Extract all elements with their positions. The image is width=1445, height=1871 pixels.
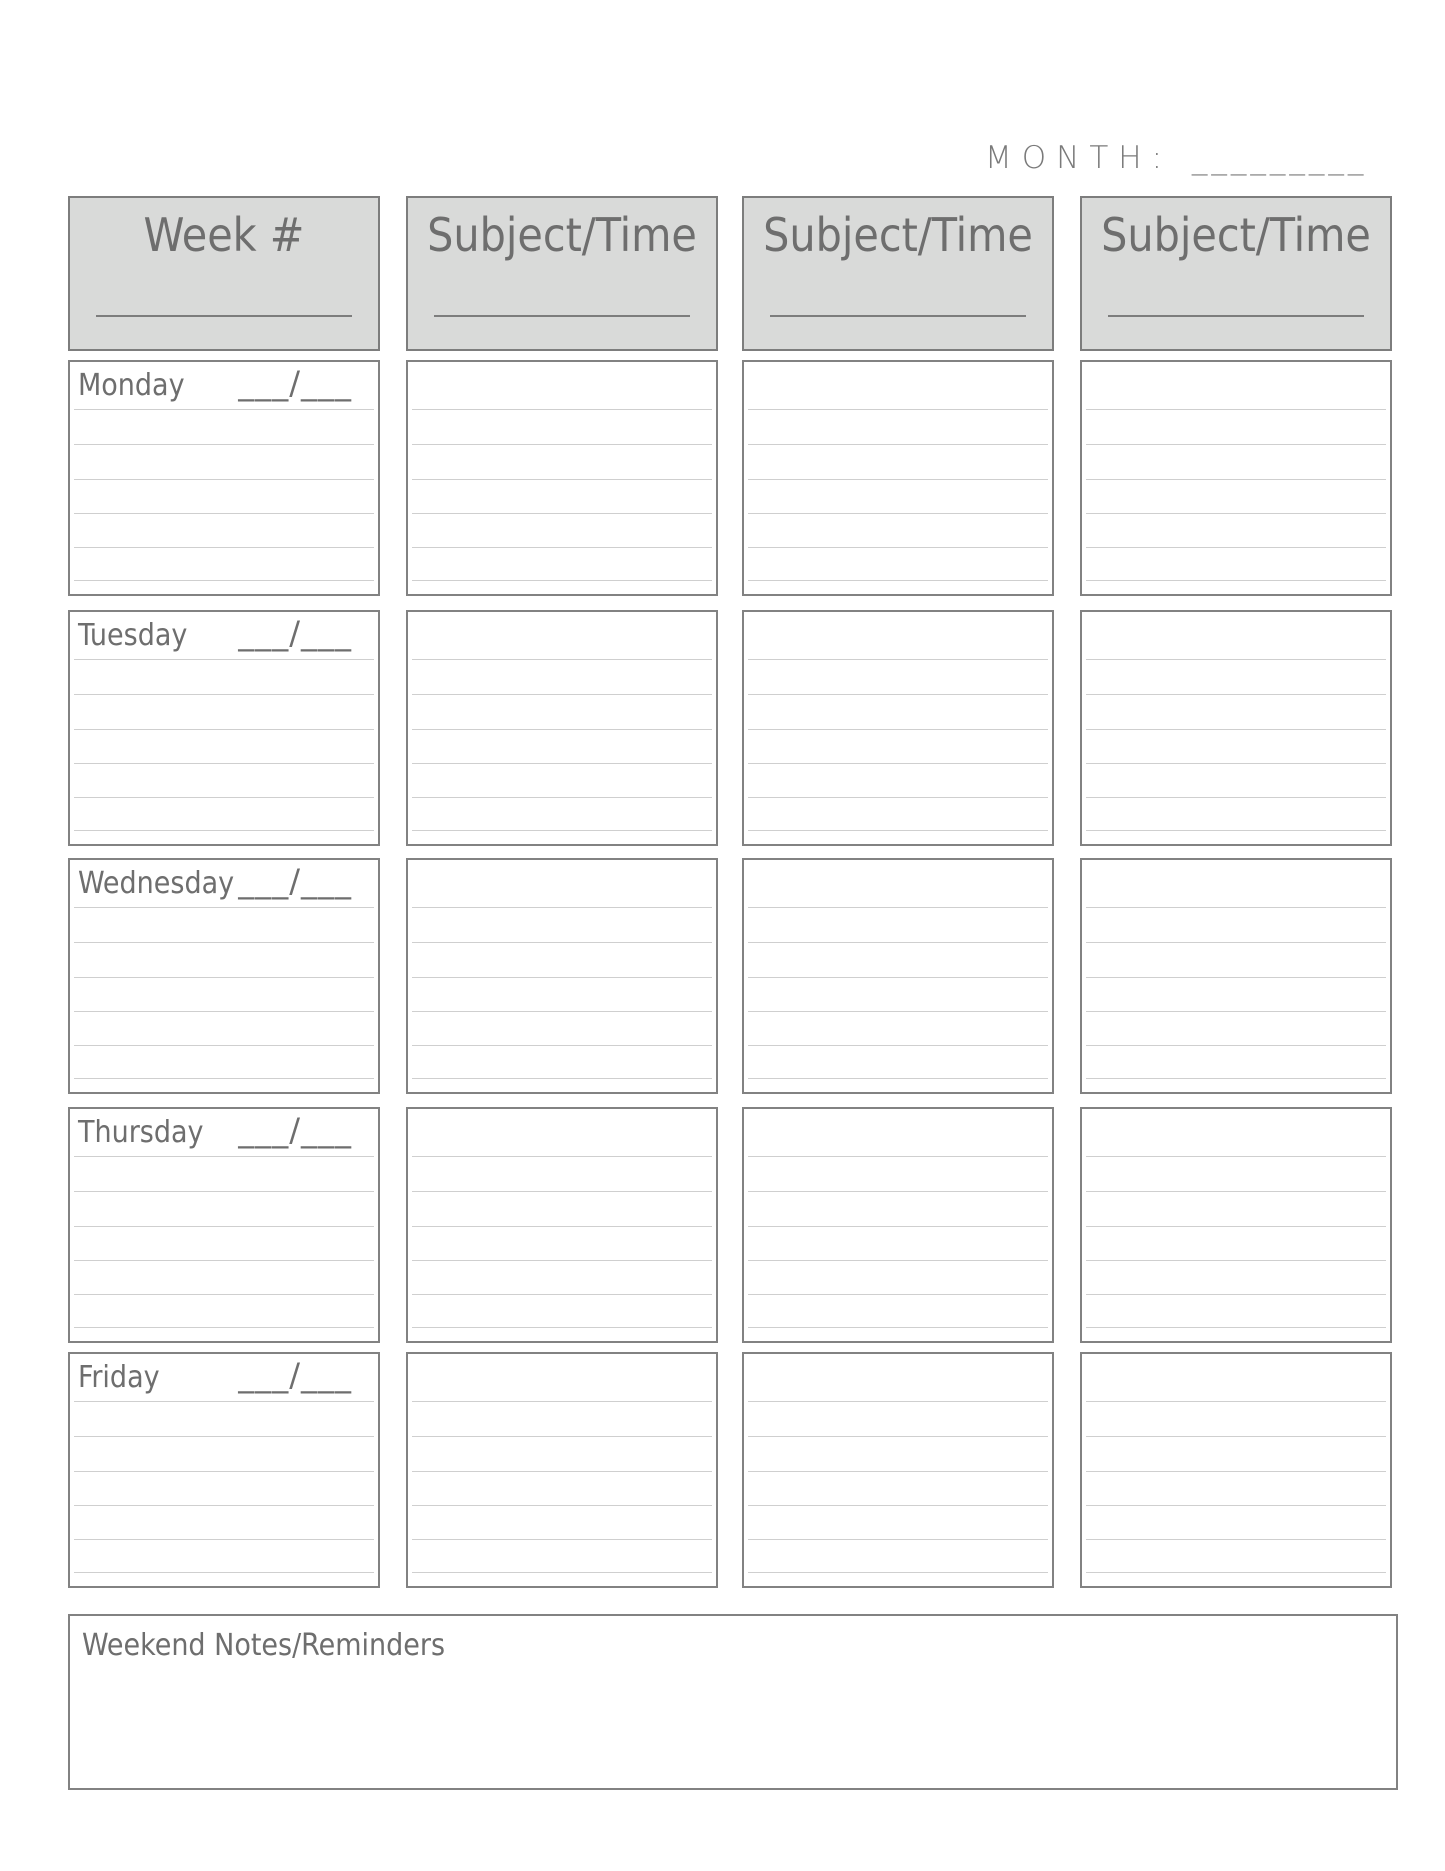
ruled-line <box>1086 977 1386 978</box>
ruled-line <box>74 1572 374 1573</box>
ruled-line <box>412 1505 712 1506</box>
ruled-line <box>412 1436 712 1437</box>
ruled-line <box>412 1401 712 1402</box>
subject-cell[interactable] <box>742 1107 1054 1343</box>
ruled-line <box>412 1294 712 1295</box>
ruled-line <box>74 513 374 514</box>
ruled-line <box>1086 830 1386 831</box>
ruled-line <box>1086 694 1386 695</box>
ruled-line <box>748 1505 1048 1506</box>
ruled-line <box>74 1045 374 1046</box>
ruled-line <box>74 1191 374 1192</box>
ruled-line <box>74 580 374 581</box>
ruled-line <box>748 1539 1048 1540</box>
ruled-line <box>1086 1011 1386 1012</box>
ruled-line <box>74 830 374 831</box>
subject-time-title: Subject/Time <box>763 208 1033 262</box>
ruled-line <box>412 1226 712 1227</box>
ruled-line <box>1086 547 1386 548</box>
week-number-title: Week # <box>143 208 305 262</box>
month-field <box>985 140 1385 180</box>
ruled-line <box>1086 1078 1386 1079</box>
date-blank[interactable]: ___/___ <box>238 1111 352 1149</box>
subject-cell[interactable] <box>406 858 718 1094</box>
ruled-line <box>412 1191 712 1192</box>
ruled-line <box>412 1471 712 1472</box>
ruled-line <box>1086 1260 1386 1261</box>
ruled-line <box>74 729 374 730</box>
subject-cell[interactable] <box>1080 1352 1392 1588</box>
date-blank[interactable]: ___/___ <box>238 862 352 900</box>
ruled-line <box>412 547 712 548</box>
ruled-line <box>1086 444 1386 445</box>
ruled-line <box>1086 1572 1386 1573</box>
ruled-line <box>74 1156 374 1157</box>
subject-cell[interactable] <box>742 360 1054 596</box>
ruled-line <box>1086 1191 1386 1192</box>
ruled-line <box>748 1156 1048 1157</box>
ruled-line <box>748 1401 1048 1402</box>
ruled-line <box>412 797 712 798</box>
ruled-line <box>748 547 1048 548</box>
day-label: Thursday <box>78 1115 204 1150</box>
ruled-line <box>748 907 1048 908</box>
ruled-line <box>412 1539 712 1540</box>
day-label: Tuesday <box>78 618 188 653</box>
ruled-line <box>1086 1294 1386 1295</box>
ruled-line <box>748 580 1048 581</box>
week-number-header <box>68 196 380 351</box>
ruled-line <box>412 479 712 480</box>
ruled-line <box>1086 942 1386 943</box>
ruled-line <box>74 547 374 548</box>
ruled-line <box>1086 479 1386 480</box>
ruled-line <box>74 942 374 943</box>
ruled-line <box>74 797 374 798</box>
day-label: Friday <box>78 1360 160 1395</box>
ruled-line <box>74 444 374 445</box>
ruled-line <box>74 907 374 908</box>
ruled-line <box>1086 1401 1386 1402</box>
ruled-line <box>1086 1539 1386 1540</box>
ruled-line <box>74 1505 374 1506</box>
subject-cell[interactable] <box>406 1107 718 1343</box>
subject-time-title: Subject/Time <box>1101 208 1371 262</box>
ruled-line <box>1086 1156 1386 1157</box>
ruled-line <box>412 1327 712 1328</box>
ruled-line <box>748 763 1048 764</box>
ruled-line <box>748 1436 1048 1437</box>
ruled-line <box>412 1045 712 1046</box>
ruled-line <box>412 659 712 660</box>
subject-cell[interactable] <box>1080 858 1392 1094</box>
subject-cell[interactable] <box>406 1352 718 1588</box>
ruled-line <box>74 1327 374 1328</box>
ruled-line <box>412 942 712 943</box>
subject-cell[interactable] <box>742 1352 1054 1588</box>
ruled-line <box>1086 1471 1386 1472</box>
ruled-line <box>412 763 712 764</box>
ruled-line <box>748 797 1048 798</box>
ruled-line <box>412 1078 712 1079</box>
ruled-line <box>412 977 712 978</box>
ruled-line <box>74 763 374 764</box>
ruled-line <box>74 1401 374 1402</box>
ruled-line <box>412 830 712 831</box>
ruled-line <box>748 1045 1048 1046</box>
ruled-line <box>748 942 1048 943</box>
ruled-line <box>412 513 712 514</box>
ruled-line <box>412 694 712 695</box>
ruled-line <box>748 694 1048 695</box>
ruled-line <box>412 1572 712 1573</box>
ruled-line <box>748 1078 1048 1079</box>
ruled-line <box>412 907 712 908</box>
subject-time-header-3 <box>1080 196 1392 351</box>
ruled-line <box>748 977 1048 978</box>
ruled-line <box>412 729 712 730</box>
ruled-line <box>748 1260 1048 1261</box>
ruled-line <box>748 1572 1048 1573</box>
ruled-line <box>1086 1327 1386 1328</box>
ruled-line <box>748 1226 1048 1227</box>
ruled-line <box>748 830 1048 831</box>
ruled-line <box>748 1011 1048 1012</box>
ruled-line <box>1086 580 1386 581</box>
subject-cell[interactable] <box>1080 1107 1392 1343</box>
weekend-notes-box[interactable] <box>68 1614 1398 1790</box>
day-cell-monday[interactable] <box>68 360 380 596</box>
ruled-line <box>1086 729 1386 730</box>
date-blank[interactable]: ___/___ <box>238 614 352 652</box>
subject-cell[interactable] <box>406 610 718 846</box>
weekend-notes-label: Weekend Notes/Reminders <box>82 1628 446 1663</box>
ruled-line <box>74 694 374 695</box>
ruled-line <box>412 409 712 410</box>
subject-cell[interactable] <box>1080 610 1392 846</box>
ruled-line <box>1086 1226 1386 1227</box>
day-cell-thursday[interactable] <box>68 1107 380 1343</box>
date-blank[interactable]: ___/___ <box>238 364 352 402</box>
subject-time-header-2 <box>742 196 1054 351</box>
subject-cell[interactable] <box>1080 360 1392 596</box>
ruled-line <box>412 1011 712 1012</box>
ruled-line <box>1086 1505 1386 1506</box>
ruled-line <box>748 513 1048 514</box>
ruled-line <box>412 1156 712 1157</box>
month-label: MONTH: <box>985 140 1173 176</box>
ruled-line <box>412 580 712 581</box>
ruled-line <box>1086 409 1386 410</box>
ruled-line <box>748 729 1048 730</box>
subject-time-header-1 <box>406 196 718 351</box>
ruled-line <box>748 1294 1048 1295</box>
ruled-line <box>74 1011 374 1012</box>
ruled-line <box>748 659 1048 660</box>
ruled-line <box>1086 763 1386 764</box>
ruled-line <box>74 1471 374 1472</box>
ruled-line <box>748 444 1048 445</box>
month-blank: _________ <box>1191 140 1368 176</box>
ruled-line <box>1086 1436 1386 1437</box>
ruled-line <box>748 1191 1048 1192</box>
subject-cell[interactable] <box>742 610 1054 846</box>
date-blank[interactable]: ___/___ <box>238 1356 352 1394</box>
ruled-line <box>1086 797 1386 798</box>
ruled-line <box>412 444 712 445</box>
subject-time-blank-line[interactable] <box>1108 315 1364 317</box>
ruled-line <box>74 1436 374 1437</box>
ruled-line <box>74 409 374 410</box>
subject-cell[interactable] <box>406 360 718 596</box>
ruled-line <box>748 479 1048 480</box>
day-cell-tuesday[interactable] <box>68 610 380 846</box>
day-label: Monday <box>78 368 185 403</box>
subject-time-blank-line[interactable] <box>434 315 690 317</box>
ruled-line <box>748 1471 1048 1472</box>
ruled-line <box>74 1260 374 1261</box>
ruled-line <box>74 1294 374 1295</box>
day-cell-wednesday[interactable] <box>68 858 380 1094</box>
ruled-line <box>1086 513 1386 514</box>
ruled-line <box>748 409 1048 410</box>
ruled-line <box>74 479 374 480</box>
subject-time-blank-line[interactable] <box>770 315 1026 317</box>
ruled-line <box>74 977 374 978</box>
ruled-line <box>74 1078 374 1079</box>
subject-cell[interactable] <box>742 858 1054 1094</box>
week-number-blank-line[interactable] <box>96 315 352 317</box>
ruled-line <box>74 1226 374 1227</box>
ruled-line <box>748 1327 1048 1328</box>
ruled-line <box>1086 907 1386 908</box>
subject-time-title: Subject/Time <box>427 208 697 262</box>
ruled-line <box>1086 659 1386 660</box>
day-label: Wednesday <box>78 866 235 901</box>
ruled-line <box>1086 1045 1386 1046</box>
ruled-line <box>412 1260 712 1261</box>
day-cell-friday[interactable] <box>68 1352 380 1588</box>
ruled-line <box>74 659 374 660</box>
ruled-line <box>74 1539 374 1540</box>
